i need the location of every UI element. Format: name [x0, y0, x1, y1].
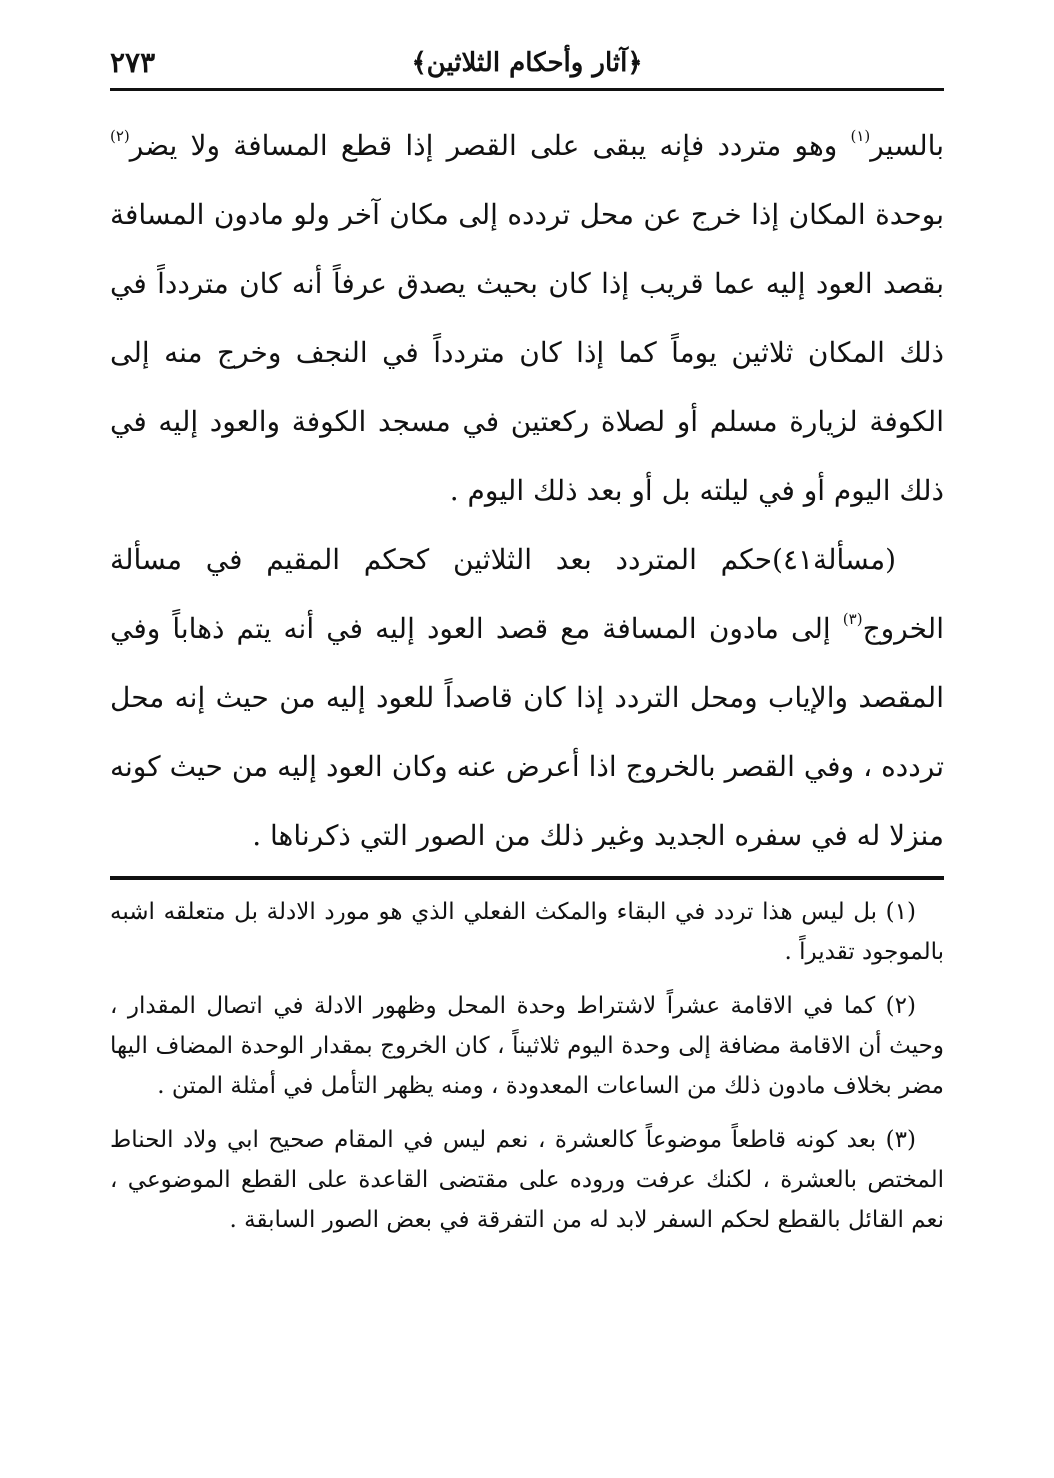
footnote-divider [110, 876, 944, 880]
footnote-ref: (٣) [842, 610, 863, 628]
footnote: (٣) بعد كونه قاطعاً موضوعاً كالعشرة ، نعم ليس في المقام صحيح ابي ولاد الحناط المختص بالعشرة ، لكنك عرفت وروده على مقتضى القاعدة على القطع الموضوعي ، نعم القائل بالقطع لحكم السفر لابد له من التفرقة في بعض الصور السابقة . [110, 1127, 944, 1233]
page-number: ٢٧٣ [110, 46, 156, 79]
issue-paragraph: (مسألة٤١)حكم المتردد بعد الثلاثين كحكم المقيم في مسألة الخروج$^{(٣)}$ إلى مادون المسافة مع قصد العود إليه في أنه يتم ذهاباً وفي المقصد والإياب ومحل التردد إذا كان قاصداً للعود إليه من حيث إنه محل تردده ، وفي القصر بالخروج اذا أعرض عنه وكان العود إليه من حيث كونه منزلا له في سفره الجديد وغير ذلك من الصور التي ذكرناها . [110, 543, 944, 852]
main-text [110, 111, 944, 870]
page-header [110, 32, 944, 91]
running-title: ﴿آثار وأحكام الثلاثين﴾ [411, 48, 643, 78]
book-page [110, 32, 944, 1452]
main-paragraph: بالسير$^{(١)}$ وهو متردد فإنه يبقى على القصر إذا قطع المسافة ولا يضر$^{(٢)}$ بوحدة المكان إذا خرج عن محل تردده إلى مكان آخر ولو مادون المسافة بقصد العود إليه عما قريب إذا كان بحيث يصدق عرفاً أنه كان متردداً في ذلك المكان ثلاثين يوماً كما إذا كان متردداً في النجف وخرج منه إلى الكوفة لزيارة مسلم أو لصلاة ركعتين في مسجد الكوفة والعود إليه في ذلك اليوم أو في ليلته بل أو بعد ذلك اليوم . [110, 127, 944, 507]
footnote: (١) بل ليس هذا تردد في البقاء والمكث الفعلي الذي هو مورد الادلة بل متعلقه اشبه بالموجود تقديراً . [110, 899, 944, 965]
footnote-ref: (١) [850, 127, 871, 145]
footnote-ref: (٢) [110, 127, 130, 145]
footnote: (٢) كما في الاقامة عشراً لاشتراط وحدة المحل وظهور الادلة في اتصال المقدار ، وحيث أن الاقامة مضافة إلى وحدة اليوم ثلاثيناً ، كان الخروج بمقدار الوحدة المضاف اليها مضر بخلاف مادون ذلك من الساعات المعدودة ، ومنه يظهر التأمل في أمثلة المتن . [110, 993, 944, 1099]
footnotes [110, 892, 944, 1240]
